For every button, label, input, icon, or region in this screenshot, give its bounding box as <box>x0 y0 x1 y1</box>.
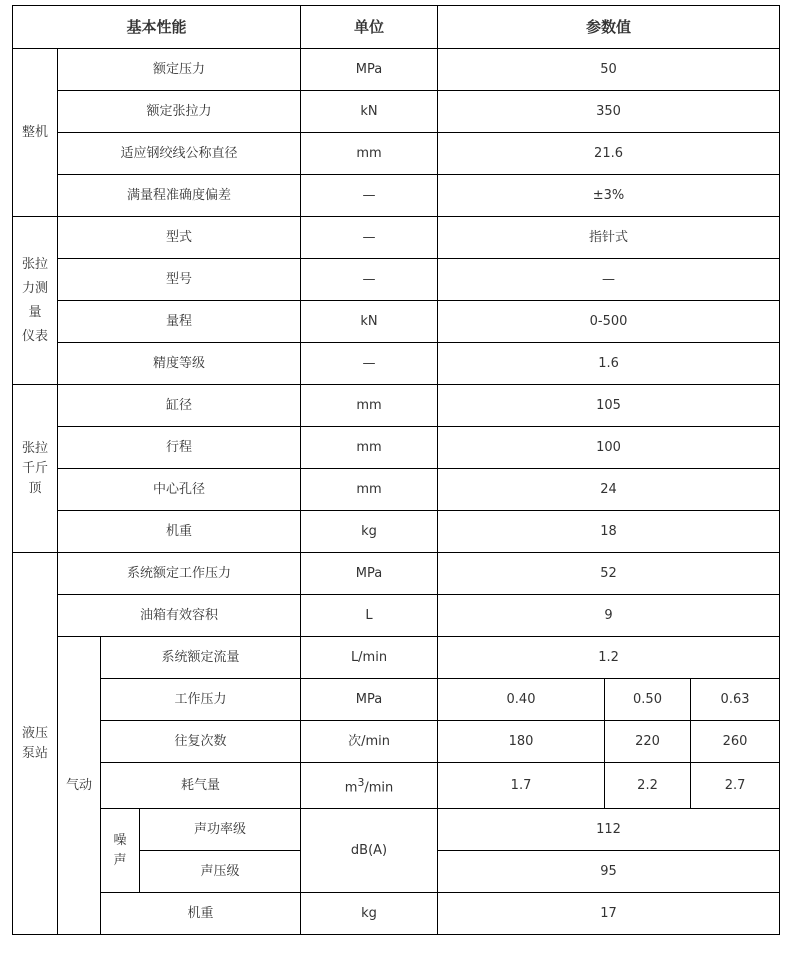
group-label-tension-gauge <box>13 217 58 385</box>
param-value: — <box>438 259 780 301</box>
param-name: 系统额定流量 <box>101 637 301 679</box>
param-value: 18 <box>438 511 780 553</box>
param-value: 1.2 <box>438 637 780 679</box>
param-unit: MPa <box>301 49 438 91</box>
param-unit: kN <box>301 301 438 343</box>
param-value: 100 <box>438 427 780 469</box>
param-unit: — <box>301 259 438 301</box>
header-row <box>13 6 780 49</box>
param-value: 24 <box>438 469 780 511</box>
param-name: 额定张拉力 <box>58 91 301 133</box>
param-value: 1.7 <box>438 763 605 809</box>
table-row <box>13 809 780 851</box>
group-label-jack <box>13 385 58 553</box>
param-unit: — <box>301 343 438 385</box>
param-value: 9 <box>438 595 780 637</box>
table-row <box>13 679 780 721</box>
group-label-line: 张拉 <box>21 440 48 456</box>
param-unit: mm <box>301 427 438 469</box>
param-name: 声功率级 <box>140 809 301 851</box>
param-unit: L/min <box>301 637 438 679</box>
param-value: 260 <box>691 721 780 763</box>
group-label-line: 噪 <box>113 832 127 848</box>
param-value: 95 <box>438 851 780 893</box>
group-label-line: 泵站 <box>21 745 48 761</box>
table-row <box>13 511 780 553</box>
param-value: 220 <box>605 721 691 763</box>
group-label-noise <box>101 809 140 893</box>
param-name: 行程 <box>58 427 301 469</box>
param-value: 21.6 <box>438 133 780 175</box>
table-row <box>13 553 780 595</box>
table-row <box>13 427 780 469</box>
table-row <box>13 721 780 763</box>
param-name: 机重 <box>58 511 301 553</box>
param-unit: kN <box>301 91 438 133</box>
param-name: 往复次数 <box>101 721 301 763</box>
table-row <box>13 91 780 133</box>
param-value: 0.50 <box>605 679 691 721</box>
param-value: 0.40 <box>438 679 605 721</box>
param-name: 系统额定工作压力 <box>58 553 301 595</box>
param-name: 型号 <box>58 259 301 301</box>
group-label-line: 量 <box>28 304 42 320</box>
param-name: 满量程准确度偏差 <box>58 175 301 217</box>
group-label-line: 张拉 <box>21 256 48 272</box>
param-unit: kg <box>301 511 438 553</box>
param-value: 50 <box>438 49 780 91</box>
param-unit: MPa <box>301 679 438 721</box>
param-unit: L <box>301 595 438 637</box>
param-name: 精度等级 <box>58 343 301 385</box>
table-row <box>13 595 780 637</box>
param-unit: mm <box>301 469 438 511</box>
group-label-hydraulic-pump <box>13 553 58 935</box>
param-value: 0.63 <box>691 679 780 721</box>
param-value: 112 <box>438 809 780 851</box>
table-row <box>13 637 780 679</box>
param-value: ±3% <box>438 175 780 217</box>
table-row <box>13 259 780 301</box>
param-value: 0-500 <box>438 301 780 343</box>
unit-base: m <box>344 780 358 796</box>
table-row <box>13 763 780 809</box>
param-name: 额定压力 <box>58 49 301 91</box>
table-row <box>13 217 780 259</box>
group-label-line: 力测 <box>21 280 48 296</box>
param-unit: 次/min <box>301 721 438 763</box>
param-name: 缸径 <box>58 385 301 427</box>
table-row <box>13 301 780 343</box>
param-value: 105 <box>438 385 780 427</box>
group-label-pneumatic: 气动 <box>58 637 101 935</box>
table-row <box>13 893 780 935</box>
param-name: 量程 <box>58 301 301 343</box>
param-name: 型式 <box>58 217 301 259</box>
param-unit: kg <box>301 893 438 935</box>
param-unit: — <box>301 217 438 259</box>
group-label-line: 千斤 <box>21 460 48 476</box>
header-unit: 单位 <box>301 6 438 49</box>
table-row <box>13 49 780 91</box>
group-label-machine: 整机 <box>13 49 58 217</box>
param-unit: MPa <box>301 553 438 595</box>
table-row <box>13 385 780 427</box>
unit-rest: /min <box>364 780 394 796</box>
header-parameter-value: 参数值 <box>438 6 780 49</box>
param-value: 180 <box>438 721 605 763</box>
param-value: 1.6 <box>438 343 780 385</box>
param-name: 适应钢绞线公称直径 <box>58 133 301 175</box>
param-unit: dB(A) <box>301 809 438 893</box>
group-label-line: 顶 <box>28 480 42 496</box>
param-unit: mm <box>301 133 438 175</box>
spec-table <box>12 5 780 935</box>
param-name: 声压级 <box>140 851 301 893</box>
group-label-line: 仪表 <box>21 328 48 344</box>
param-value: 52 <box>438 553 780 595</box>
param-value: 17 <box>438 893 780 935</box>
param-name: 机重 <box>101 893 301 935</box>
table-row <box>13 133 780 175</box>
param-name: 中心孔径 <box>58 469 301 511</box>
param-name: 耗气量 <box>101 763 301 809</box>
group-label-line: 液压 <box>21 725 48 741</box>
param-unit: — <box>301 175 438 217</box>
param-value: 350 <box>438 91 780 133</box>
param-unit: mm <box>301 385 438 427</box>
param-value: 2.2 <box>605 763 691 809</box>
unit-superscript: 3 <box>357 775 365 789</box>
table-row <box>13 343 780 385</box>
param-name: 工作压力 <box>101 679 301 721</box>
header-basic-performance: 基本性能 <box>13 6 301 49</box>
param-name: 油箱有效容积 <box>58 595 301 637</box>
table-row <box>13 469 780 511</box>
group-label-line: 声 <box>113 852 127 868</box>
table-row <box>13 175 780 217</box>
param-value: 2.7 <box>691 763 780 809</box>
param-value: 指针式 <box>438 217 780 259</box>
param-unit <box>301 763 438 809</box>
